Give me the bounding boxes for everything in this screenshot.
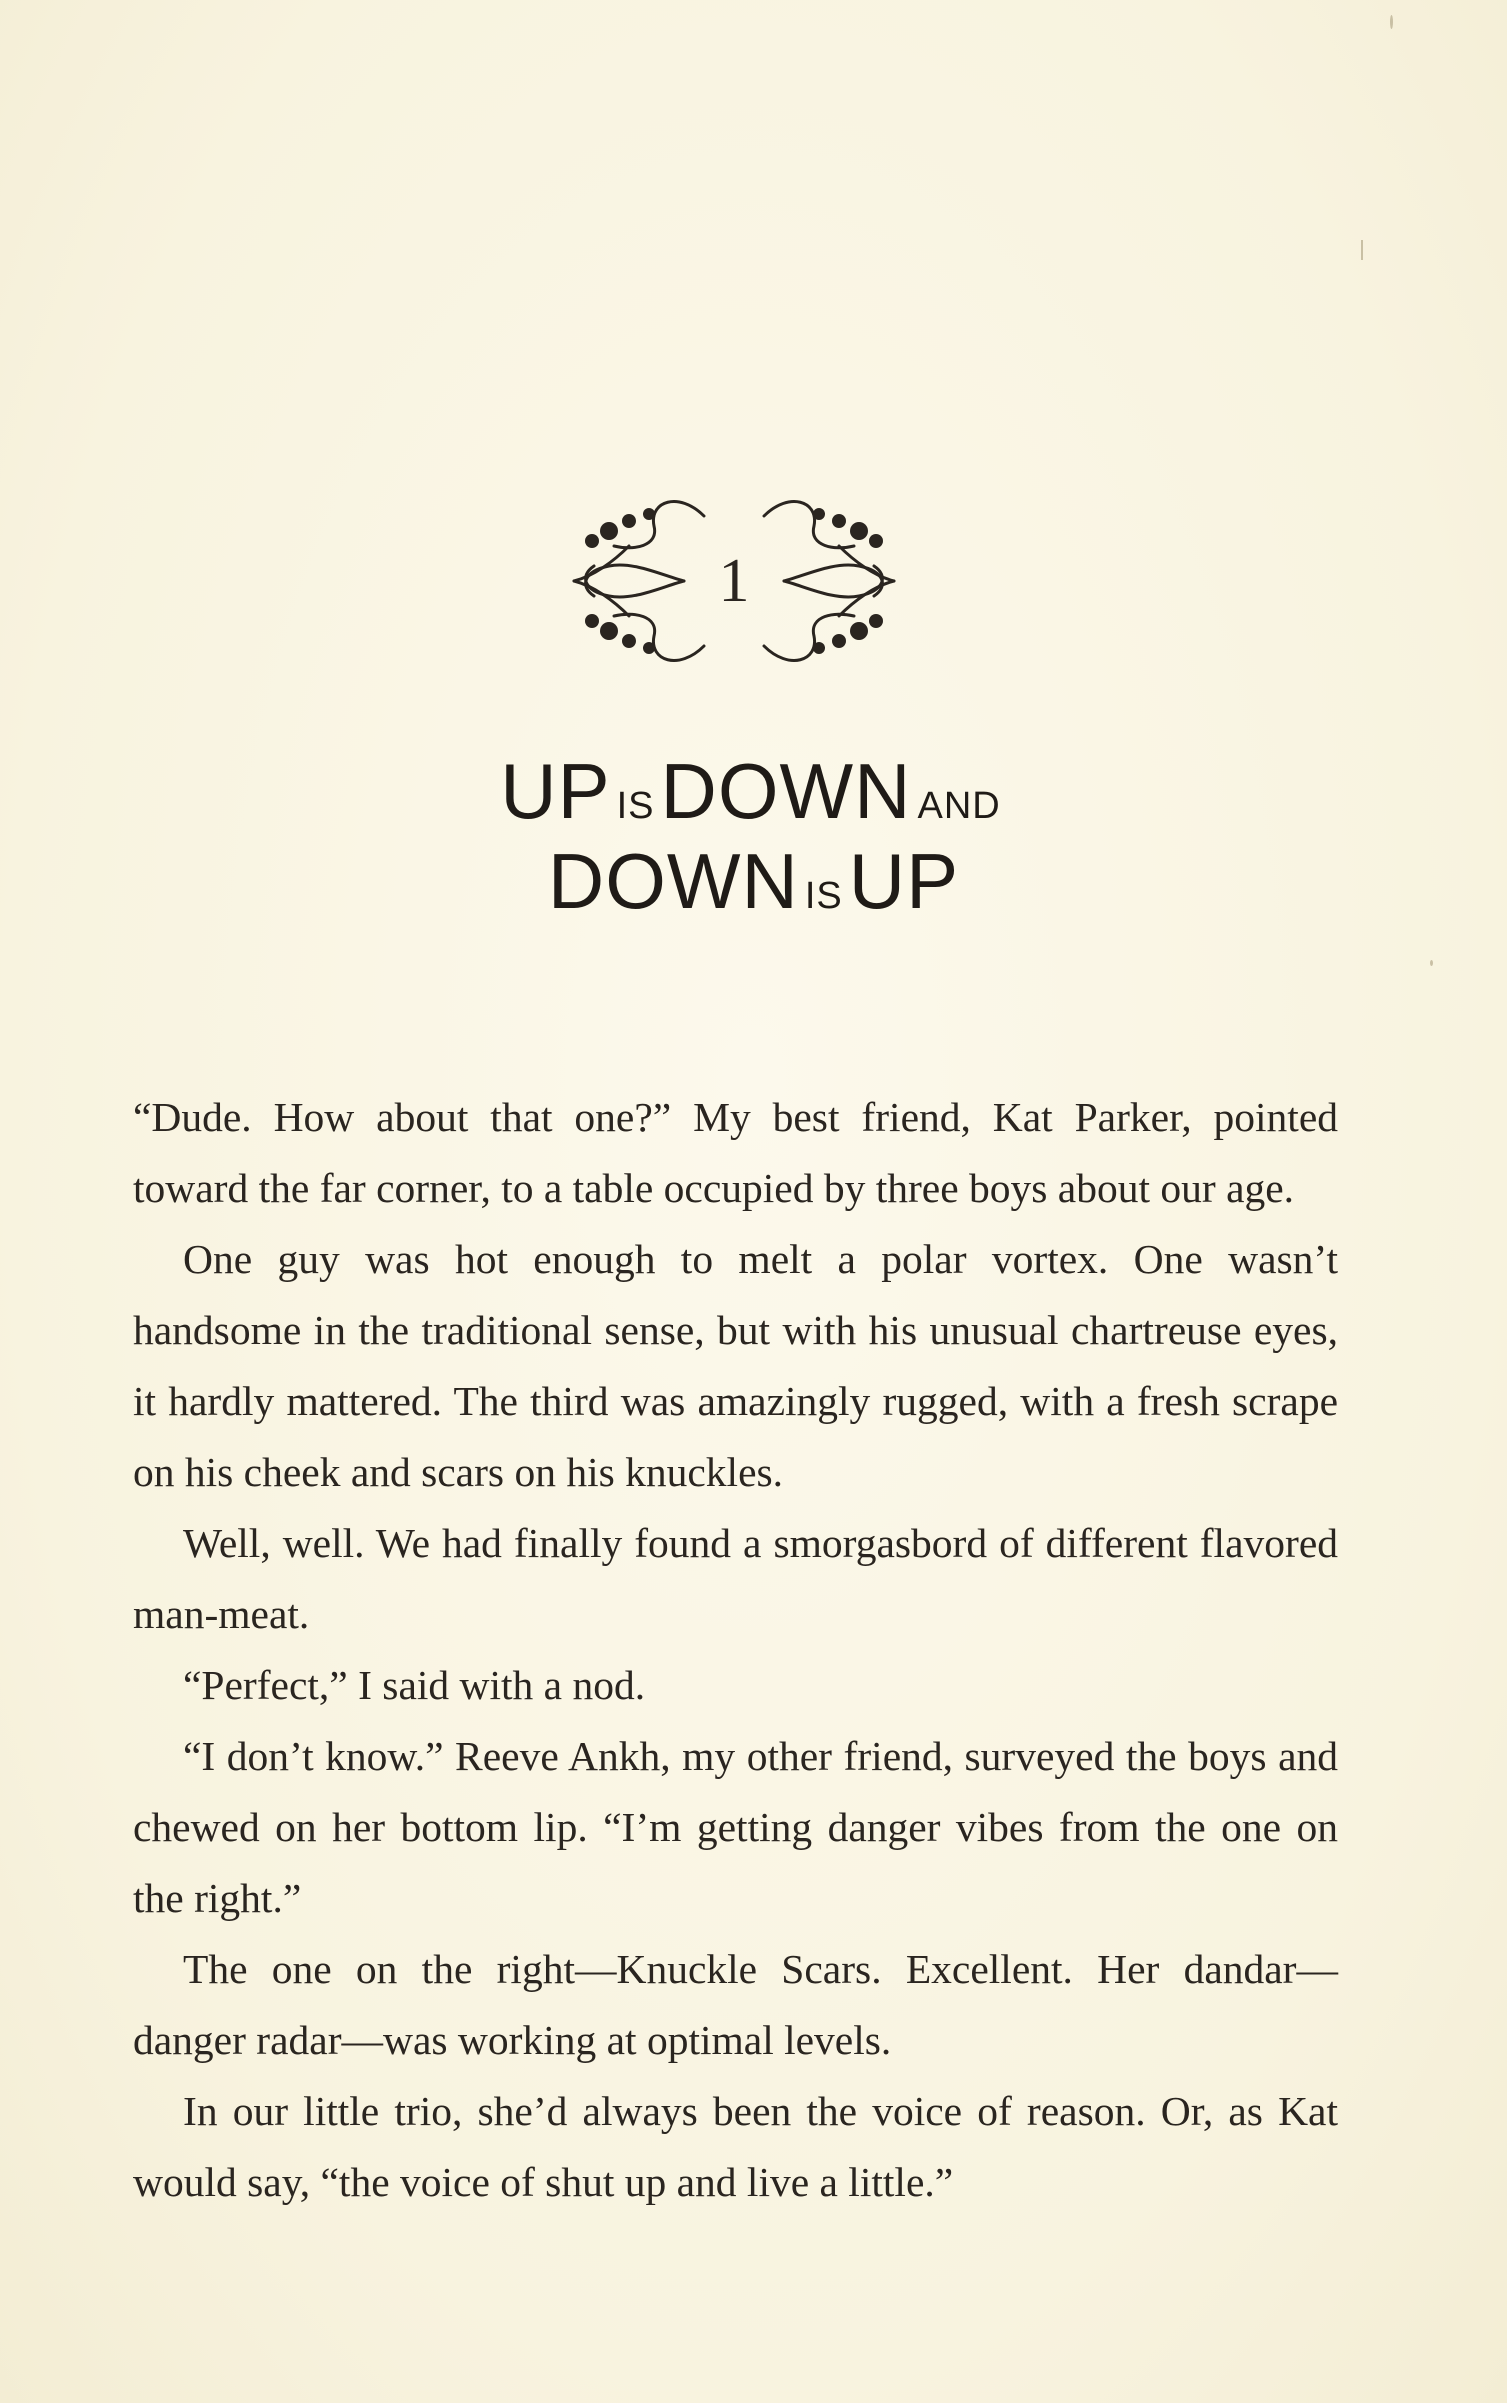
title-word: UP [848, 837, 960, 925]
paragraph: One guy was hot enough to melt a polar vortex. One wasn’t handsome in the traditional sense, but with his unusual chartreuse eyes, it hardly mattered. The third was amazingly rugged, with a fresh scrape on his cheek and scars on his knuckles. [133, 1236, 1338, 1495]
paper-speck [1390, 15, 1393, 29]
paper-speck [1361, 240, 1363, 260]
paragraph: “I don’t know.” Reeve Ankh, my other friend, surveyed the boys and chewed on her bottom lip. “I’m getting danger vibes from the one on the right.” [133, 1733, 1338, 1921]
paragraph: In our little trio, she’d always been the voice of reason. Or, as Kat would say, “the voice of shut up and live a little.” [133, 2088, 1338, 2205]
paragraph: “Perfect,” I said with a nod. [183, 1662, 646, 1708]
paragraph: “Dude. How about that one?” My best friend, Kat Parker, pointed toward the far corner, to a table occupied by three boys about our age. [133, 1094, 1338, 1211]
chapter-number: 1 [718, 547, 750, 615]
title-word: IS [616, 785, 655, 827]
chapter-title-line-1 [0, 747, 1507, 835]
title-word: DOWN [547, 837, 799, 925]
chapter-ornament [554, 476, 914, 686]
chapter-body [133, 1082, 1338, 2218]
title-word: DOWN [660, 747, 912, 835]
paper-speck [1430, 960, 1433, 966]
title-word: UP [500, 747, 611, 835]
paragraph: The one on the right—Knuckle Scars. Excellent. Her dandar—danger radar—was working at optimal levels. [133, 1946, 1338, 2063]
title-word: AND [917, 785, 1001, 827]
chapter-title-line-2 [0, 837, 1507, 925]
paragraph: Well, well. We had finally found a smorgasbord of different flavored man-meat. [133, 1520, 1338, 1637]
title-word: IS [804, 875, 843, 917]
